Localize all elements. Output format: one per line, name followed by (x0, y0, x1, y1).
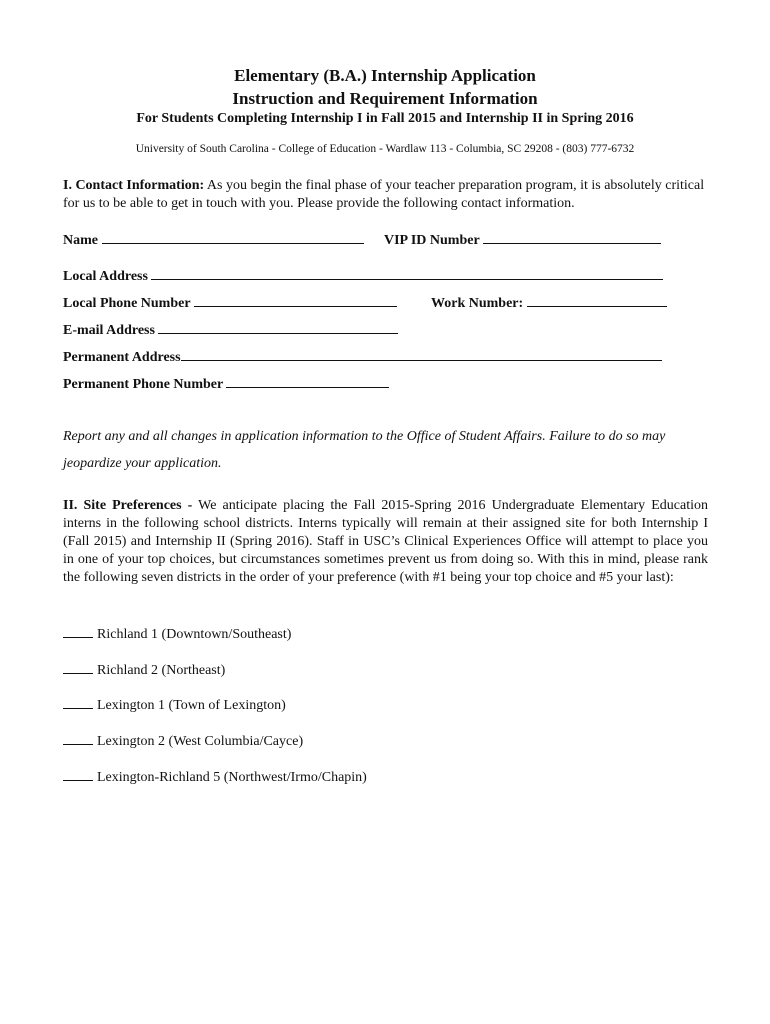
district-label: Lexington-Richland 5 (Northwest/Irmo/Chapin) (97, 770, 367, 785)
email-row (63, 320, 398, 339)
rank-field[interactable] (63, 695, 93, 709)
work-number-label: Work Number: (431, 296, 524, 311)
district-label: Lexington 1 (Town of Lexington) (97, 698, 286, 713)
site-preferences-text: We anticipate placing the Fall 2015-Spring 2016 Undergraduate Elementary Education interns in the following school districts. Interns typically will remain at their assigned site for both Internship I (Fall 2015) and Internship II (Spring 2016). Staff in USC’s Clinical Experiences Office will attempt to place you in one of your top choices, but circumstances sometimes prevent us from doing so. With this in mind, please rank the following seven districts in the order of your preference (with #1 being your top choice and #5 your last): (63, 498, 708, 585)
vip-id-field[interactable] (483, 230, 661, 244)
rank-field[interactable] (63, 624, 93, 638)
name-row (63, 230, 364, 249)
local-address-label: Local Address (63, 269, 148, 284)
local-phone-row (63, 293, 397, 312)
document-title: Elementary (B.A.) Internship Application (234, 66, 536, 85)
local-phone-field[interactable] (194, 293, 397, 307)
district-label: Richland 1 (Downtown/Southeast) (97, 627, 292, 642)
district-rank-item (63, 660, 225, 679)
contact-intro-text: As you begin the final phase of your teacher preparation program, it is absolutely critical for us to be able to get in touch with you. Please provide the following contact information. (63, 178, 705, 211)
site-preferences-heading: II. Site Preferences - (63, 498, 193, 513)
rank-field[interactable] (63, 731, 93, 745)
vip-id-label: VIP ID Number (384, 233, 480, 248)
change-notice: Report any and all changes in application information to the Office of Student Affairs. Failure to do so may jeopardize your application. (63, 429, 666, 471)
district-label: Richland 2 (Northeast) (97, 663, 226, 678)
permanent-phone-label: Permanent Phone Number (63, 377, 223, 392)
rank-field[interactable] (63, 660, 93, 674)
contact-address-line: University of South Carolina - College of Education - Wardlaw 113 - Columbia, SC 29208 - (803) 777-6732 (135, 143, 635, 155)
work-number-field[interactable] (527, 293, 667, 307)
permanent-address-label: Permanent Address (63, 350, 181, 365)
site-preferences-intro (63, 497, 708, 587)
local-address-field[interactable] (151, 266, 663, 280)
permanent-phone-field[interactable] (226, 374, 389, 388)
vip-id-row (384, 230, 661, 249)
local-address-row (63, 266, 663, 285)
district-rank-item (63, 731, 303, 750)
district-rank-item (63, 767, 367, 786)
permanent-address-row (63, 347, 662, 366)
document-subtitle: For Students Completing Internship I in Fall 2015 and Internship II in Spring 2016 (136, 111, 634, 126)
email-label: E-mail Address (63, 323, 155, 338)
rank-field[interactable] (63, 767, 93, 781)
work-number-row (431, 293, 667, 312)
local-phone-label: Local Phone Number (63, 296, 191, 311)
name-label: Name (63, 233, 98, 248)
name-field[interactable] (102, 230, 364, 244)
permanent-address-field[interactable] (181, 347, 662, 361)
district-rank-item (63, 624, 291, 643)
permanent-phone-row (63, 374, 389, 393)
document-title-line2: Instruction and Requirement Information (232, 89, 538, 108)
district-label: Lexington 2 (West Columbia/Cayce) (97, 734, 304, 749)
district-rank-item (63, 695, 286, 714)
contact-section-intro (63, 177, 708, 213)
email-field[interactable] (158, 320, 398, 334)
contact-section-heading: I. Contact Information: (63, 178, 205, 193)
